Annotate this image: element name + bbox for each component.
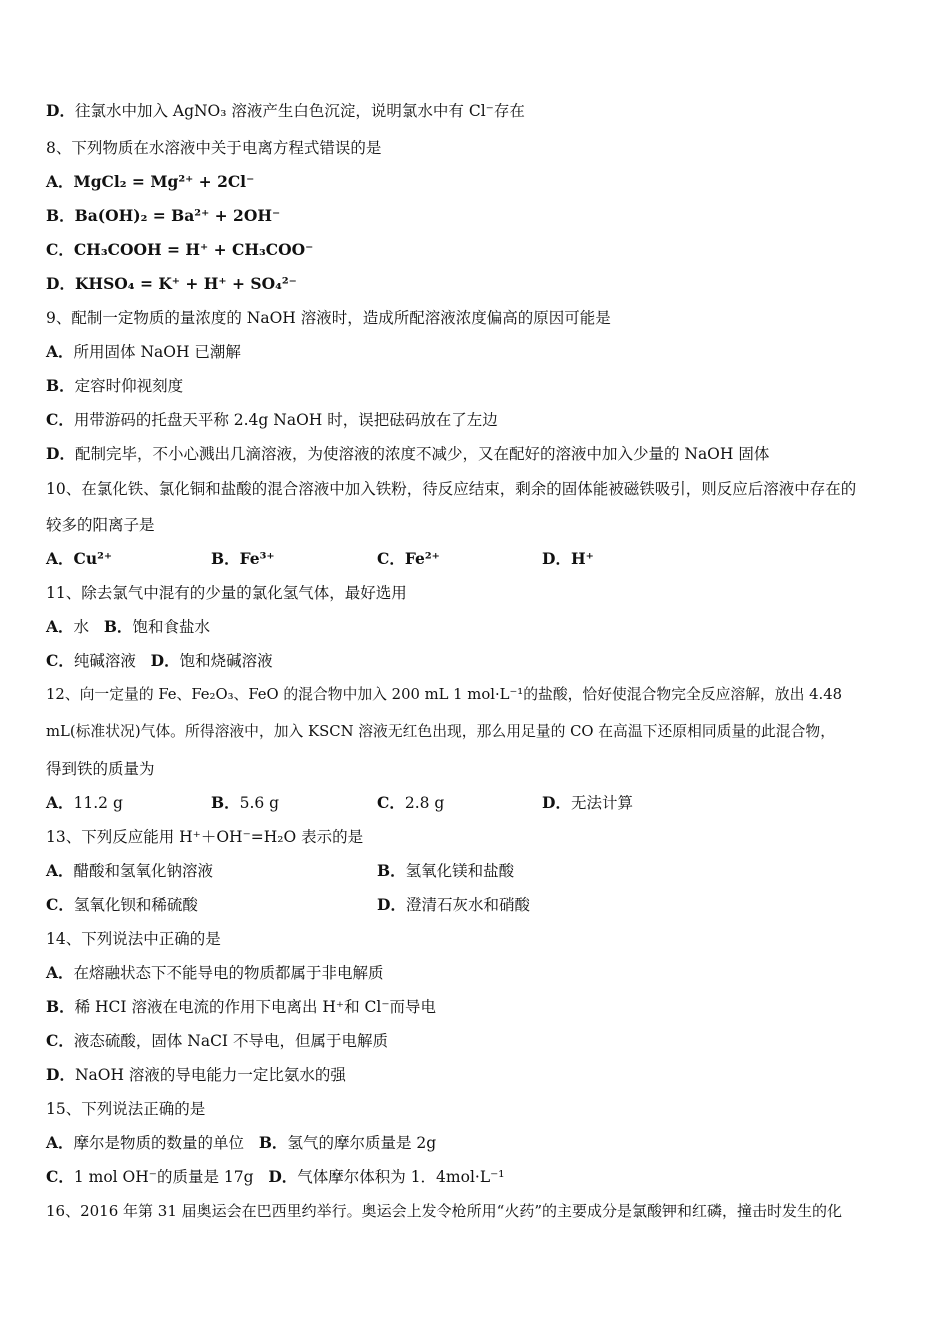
q14-option-a-text: 在熔融状态下不能导电的物质都属于非电解质	[73, 964, 384, 982]
q8-option-b-text: Ba(OH)₂ = Ba²⁺ + 2OH⁻	[74, 206, 281, 225]
q8-option-d-text: KHSO₄ = K⁺ + H⁺ + SO₄²⁻	[74, 274, 297, 293]
q13-options-ab	[46, 861, 906, 881]
q11-option-a-label: A．	[46, 617, 74, 636]
q12-option-b-text: 5.6 g	[239, 794, 280, 812]
q10-option-c-label: C．	[377, 549, 405, 568]
q12-options	[46, 793, 906, 813]
q14-option-a-label: A．	[46, 963, 74, 982]
q9-option-a	[46, 342, 241, 362]
q13-option-a-label: A．	[46, 861, 74, 880]
q8-option-b-label: B．	[46, 206, 75, 225]
q10-option-d-text: H⁺	[570, 549, 594, 568]
q7-option-d-text: 往氯水中加入 AgNO₃ 溶液产生白色沉淀，说明氯水中有 Cl⁻存在	[74, 102, 525, 120]
q8-option-d	[46, 274, 297, 294]
q15-option-a-label: A．	[46, 1133, 74, 1152]
q9-option-c-label: C．	[46, 410, 74, 429]
q15-option-a-text: 摩尔是物质的数量的单位	[73, 1134, 245, 1152]
q9-option-c-text: 用带游码的托盘天平称 2.4g NaOH 时，误把砝码放在了左边	[73, 411, 498, 429]
q11-option-b-label: B．	[103, 617, 133, 636]
q11-options-ab	[46, 617, 210, 637]
q10-option-d	[542, 549, 594, 569]
q9-option-b-label: B．	[46, 376, 75, 395]
q8-option-b	[46, 206, 280, 226]
q14-option-d	[46, 1065, 346, 1085]
q14-stem: 14、下列说法中正确的是	[46, 930, 221, 948]
q13-option-b-text: 氢氧化镁和盐酸	[405, 862, 515, 880]
q10-option-c	[377, 549, 440, 569]
q13-option-a	[46, 861, 213, 881]
q13-option-d-text: 澄清石灰水和硝酸	[405, 896, 530, 914]
q11-option-a-text: 水	[73, 618, 90, 636]
q14-option-c	[46, 1031, 388, 1051]
q12-option-c	[377, 793, 444, 813]
q8-stem: 8、下列物质在水溶液中关于电离方程式错误的是	[46, 139, 382, 157]
q15-option-d-label: D．	[268, 1167, 298, 1186]
q12-option-c-text: 2.8 g	[404, 794, 445, 812]
q9-option-a-label: A．	[46, 342, 74, 361]
q12-option-d-text: 无法计算	[570, 794, 633, 812]
q10-option-b-text: Fe³⁺	[239, 549, 275, 568]
q13-option-c	[46, 895, 198, 915]
q15-option-b-label: B．	[258, 1133, 288, 1152]
q9-option-a-text: 所用固体 NaOH 已潮解	[73, 343, 241, 361]
q10-option-b	[211, 549, 275, 569]
q8-option-a-text: MgCl₂ = Mg²⁺ + 2Cl⁻	[73, 172, 255, 191]
q13-option-a-text: 醋酸和氢氧化钠溶液	[73, 862, 214, 880]
q12-stem-line2: mL(标准状况)气体。所得溶液中，加入 KSCN 溶液无红色出现，那么用足量的 CO 在高温下还原相同质量的此混合物，	[46, 723, 835, 740]
q9-stem: 9、配制一定物质的量浓度的 NaOH 溶液时，造成所配溶液浓度偏高的原因可能是	[46, 309, 611, 327]
q15-options-ab	[46, 1133, 436, 1153]
q12-option-d-label: D．	[542, 793, 571, 812]
q8-option-d-label: D．	[46, 274, 75, 293]
q12-option-a-label: A．	[46, 793, 74, 812]
q11-option-c-text: 纯碱溶液	[73, 652, 136, 670]
q15-stem: 15、下列说法正确的是	[46, 1100, 206, 1118]
q14-option-c-label: C．	[46, 1031, 74, 1050]
q15-option-b-text: 氢气的摩尔质量是 2g	[287, 1134, 437, 1152]
q11-option-d-text: 饱和烧碱溶液	[179, 652, 273, 670]
q15-option-c-text: 1 mol OH⁻的质量是 17g	[73, 1168, 254, 1186]
q15-option-d-text: 气体摩尔体积为 1．4mol·L⁻¹	[297, 1168, 505, 1186]
q8-option-a-label: A．	[46, 172, 74, 191]
q14-option-d-label: D．	[46, 1065, 75, 1084]
q13-option-c-label: C．	[46, 895, 74, 914]
q12-option-c-label: C．	[377, 793, 405, 812]
q8-option-c-text: CH₃COOH = H⁺ + CH₃COO⁻	[73, 240, 314, 259]
q7-option-d	[46, 101, 525, 121]
q13-option-c-text: 氢氧化钡和稀硫酸	[73, 896, 198, 914]
q12-option-a-text: 11.2 g	[73, 794, 123, 812]
q10-option-a-label: A．	[46, 549, 74, 568]
q15-options-cd	[46, 1167, 505, 1187]
q12-stem-line1: 12、向一定量的 Fe、Fe₂O₃、FeO 的混合物中加入 200 mL 1 mol·L⁻¹的盐酸，恰好使混合物完全反应溶解，放出 4.48	[46, 686, 843, 703]
q10-option-a-text: Cu²⁺	[73, 549, 113, 568]
q8-option-c	[46, 240, 313, 260]
q13-options-cd	[46, 895, 906, 915]
q14-option-a	[46, 963, 384, 983]
q8-option-a	[46, 172, 254, 192]
q10-option-a	[46, 549, 112, 569]
q10-option-b-label: B．	[211, 549, 240, 568]
q9-option-b-text: 定容时仰视刻度	[74, 377, 184, 395]
q16-stem: 16、2016 年第 31 届奥运会在巴西里约举行。奥运会上发令枪所用“火药”的主要成分是氯酸钾和红磷，撞击时发生的化	[46, 1202, 842, 1220]
q7-option-d-label: D．	[46, 101, 75, 120]
q9-option-d	[46, 444, 769, 464]
q9-option-b	[46, 376, 183, 396]
q14-option-b	[46, 997, 436, 1017]
q13-stem: 13、下列反应能用 H⁺＋OH⁻=H₂O 表示的是	[46, 828, 364, 846]
q9-option-d-label: D．	[46, 444, 75, 463]
q13-option-b	[377, 861, 514, 881]
q13-option-d	[377, 895, 530, 915]
q14-option-c-text: 液态硫酸，固体 NaCI 不导电，但属于电解质	[73, 1032, 388, 1050]
q11-option-c-label: C．	[46, 651, 74, 670]
q15-option-c-label: C．	[46, 1167, 74, 1186]
q10-option-c-text: Fe²⁺	[404, 549, 440, 568]
q10-options	[46, 549, 906, 569]
q13-option-b-label: B．	[377, 861, 406, 880]
q11-option-b-text: 饱和食盐水	[132, 618, 210, 636]
q14-option-d-text: NaOH 溶液的导电能力一定比氨水的强	[74, 1066, 346, 1084]
q9-option-c	[46, 410, 498, 430]
q11-stem: 11、除去氯气中混有的少量的氯化氢气体，最好选用	[46, 584, 407, 602]
q10-option-d-label: D．	[542, 549, 571, 568]
q12-stem-line3: 得到铁的质量为	[46, 760, 155, 778]
q12-option-b	[211, 793, 279, 813]
q12-option-a	[46, 793, 123, 813]
q11-option-d-label: D．	[150, 651, 180, 670]
q14-option-b-text: 稀 HCI 溶液在电流的作用下电离出 H⁺和 Cl⁻而导电	[74, 998, 437, 1016]
q12-option-d	[542, 793, 633, 813]
q13-option-d-label: D．	[377, 895, 406, 914]
q9-option-d-text: 配制完毕，不小心溅出几滴溶液，为使溶液的浓度不减少，又在配好的溶液中加入少量的 NaOH 固体	[74, 445, 770, 463]
q14-option-b-label: B．	[46, 997, 75, 1016]
q11-options-cd	[46, 651, 273, 671]
q10-stem-line1: 10、在氯化铁、氯化铜和盐酸的混合溶液中加入铁粉，待反应结束，剩余的固体能被磁铁吸引，则反应后溶液中存在的	[46, 480, 857, 498]
q8-option-c-label: C．	[46, 240, 74, 259]
q12-option-b-label: B．	[211, 793, 240, 812]
q10-stem-line2: 较多的阳离子是	[46, 516, 155, 534]
